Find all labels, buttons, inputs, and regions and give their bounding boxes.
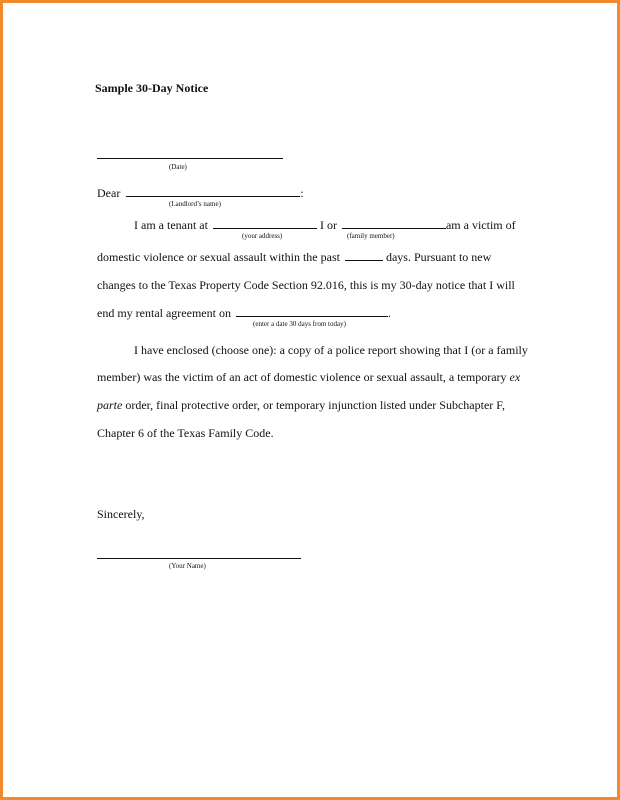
closing: Sincerely, <box>97 507 145 521</box>
para1-line2 <box>97 250 491 265</box>
para2-line1: I have enclosed (choose one): a copy of a police report showing that I (or a family <box>134 343 528 357</box>
family-caption: (family member) <box>347 232 395 240</box>
para1-line1 <box>134 218 516 233</box>
para1-line4 <box>97 306 391 321</box>
para1-line2-a: domestic violence or sexual assault within the past <box>97 250 340 264</box>
para2-line2 <box>97 370 520 385</box>
para1-line1-c: am a victim of <box>445 218 516 232</box>
para2-line4: Chapter 6 of the Texas Family Code. <box>97 426 274 440</box>
para1-line2-b: days. Pursuant to new <box>385 250 492 264</box>
para1-line1-a: I am a tenant at <box>134 218 208 232</box>
address-line <box>213 218 317 229</box>
para2-line2-italic: ex <box>509 370 521 384</box>
address-caption: (your address) <box>242 232 283 240</box>
para2-line3 <box>97 398 505 413</box>
date-caption: (Date) <box>169 163 187 171</box>
salutation-line <box>97 186 304 201</box>
para1-line3: changes to the Texas Property Code Section 92.016, this is my 30-day notice that I will <box>97 278 515 292</box>
days-line <box>345 250 383 261</box>
end-date-line <box>236 306 388 317</box>
dear-word: Dear <box>97 186 121 200</box>
name-caption: (Your Name) <box>169 562 206 570</box>
para2-line2-a: member) was the victim of an act of domestic violence or sexual assault, a temporary <box>97 370 507 384</box>
para1-line4-b: . <box>387 306 391 320</box>
dear-colon: : <box>300 186 304 200</box>
page-title: Sample 30-Day Notice <box>95 81 209 95</box>
signature-line <box>97 558 301 559</box>
para1-line1-b: I or <box>319 218 337 232</box>
date-line <box>97 158 283 159</box>
para1-line4-a: end my rental agreement on <box>97 306 231 320</box>
end-date-caption: (enter a date 30 days from today) <box>253 320 346 328</box>
para2-line3-italic: parte <box>97 398 123 412</box>
landlord-caption: (Landlord’s name) <box>169 200 221 208</box>
landlord-name-line <box>126 186 300 197</box>
family-member-line <box>342 218 446 229</box>
para2-line3-b: order, final protective order, or temporary injunction listed under Subchapter F, <box>125 398 505 412</box>
